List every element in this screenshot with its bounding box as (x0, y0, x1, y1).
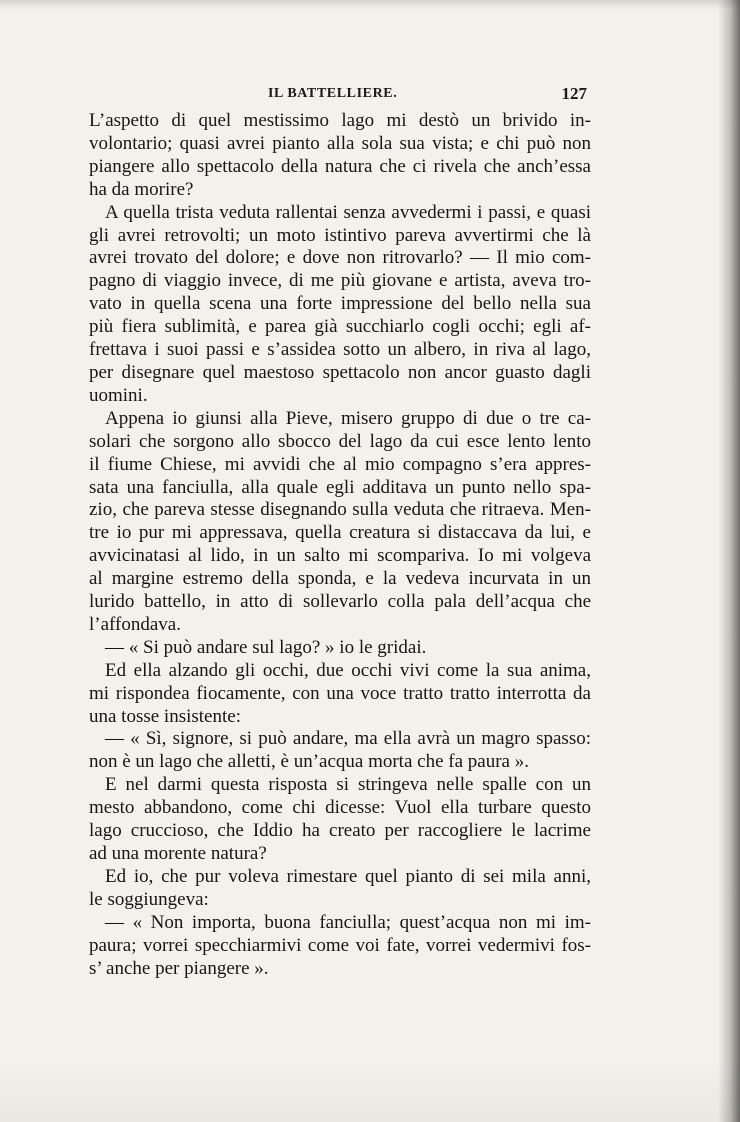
text-line: il fiume Chiese, mi avvidi che al mio compagno s’era appres- (89, 453, 591, 475)
text-line: uomini. (89, 384, 148, 406)
text-line: s’ anche per piangere ». (89, 957, 269, 979)
running-title: IL BATTELLIERE. (268, 86, 398, 101)
text-line: mesto abbandono, come chi dicesse: Vuol ella turbare questo (89, 797, 591, 819)
text-line: una tosse insistente: (89, 705, 241, 727)
text-line: mi rispondea fiocamente, con una voce tratto tratto interrotta da (89, 682, 591, 704)
text-line: zio, che pareva stesse disegnando sulla veduta che ritraeva. Men- (89, 499, 591, 521)
text-line: pagno di viaggio invece, di me più giovane e artista, aveva tro- (89, 270, 591, 292)
text-line: per disegnare quel maestoso spettacolo non ancor guasto dagli (89, 361, 591, 383)
text-line: più fiera sublimità, e parea già succhiarlo cogli occhi; egli af- (89, 316, 591, 338)
text-line: frettava i suoi passi e s’assidea sotto un albero, in riva al lago, (89, 339, 591, 361)
text-line: lurido battello, in atto di sollevarlo colla pala dell’acqua che (89, 591, 591, 613)
text-line: Ed ella alzando gli occhi, due occhi vivi come la sua anima, (105, 659, 591, 681)
text-line: vato in quella scena una forte impressione del bello nella sua (89, 293, 591, 315)
text-line: piangere allo spettacolo della natura che ci rivela che anch’essa (89, 155, 591, 177)
text-line: E nel darmi questa risposta si stringeva nelle spalle con un (105, 774, 591, 796)
page-header (90, 86, 590, 110)
page-top-shadow (0, 0, 740, 10)
text-line: — « Sì, signore, si può andare, ma ella avrà un magro spasso: (105, 728, 591, 750)
text-line: non è un lago che alletti, è un’acqua morta che fa paura ». (89, 751, 529, 773)
text-line: Ed io, che pur voleva rimestare quel pianto di sei mila anni, (105, 865, 591, 887)
text-line: A quella trista veduta rallentai senza avvedermi i passi, e quasi (105, 201, 591, 223)
text-line: ha da morire? (89, 178, 194, 200)
text-line: L’aspetto di quel mestissimo lago mi destò un brivido in- (89, 110, 591, 131)
text-line: le soggiungeva: (89, 888, 209, 910)
text-line: — « Non importa, buona fanciulla; quest’acqua non mi im- (105, 911, 591, 933)
text-line: al margine estremo della sponda, e la vedeva incurvata in un (89, 568, 591, 590)
text-line: Appena io giunsi alla Pieve, misero gruppo di due o tre ca- (105, 407, 591, 429)
text-line: volontario; quasi avrei pianto alla sola sua vista; e chi può non (89, 132, 591, 154)
text-line: gli avrei retrovolti; un moto istintivo pareva avvertirmi che là (89, 224, 591, 246)
text-line: solari che sorgono allo sbocco del lago da cui esce lento lento (89, 430, 591, 452)
text-line: avvicinatasi al lido, in un salto mi scompariva. Io mi volgeva (89, 545, 591, 567)
text-line: lago cruccioso, che Iddio ha creato per raccogliere le lacrime (89, 820, 591, 842)
text-line: ad una morente natura? (89, 843, 267, 864)
body-text (89, 110, 591, 980)
text-line: paura; vorrei specchiarmivi come voi fate, vorrei vedermivi fos- (89, 934, 591, 956)
binding-shadow (718, 0, 740, 1122)
page-number: 127 (561, 84, 587, 103)
text-line: sata una fanciulla, alla quale egli additava un punto nello spa- (89, 476, 591, 498)
text-line: tre io pur mi appressava, quella creatura si distaccava da lui, e (89, 522, 591, 544)
text-line: l’affondava. (89, 613, 181, 635)
text-line: — « Si può andare sul lago? » io le gridai. (105, 636, 427, 658)
text-line: avrei trovato del dolore; e dove non ritrovarlo? — Il mio com- (89, 247, 591, 269)
page-bottom-smudge (0, 1062, 740, 1122)
